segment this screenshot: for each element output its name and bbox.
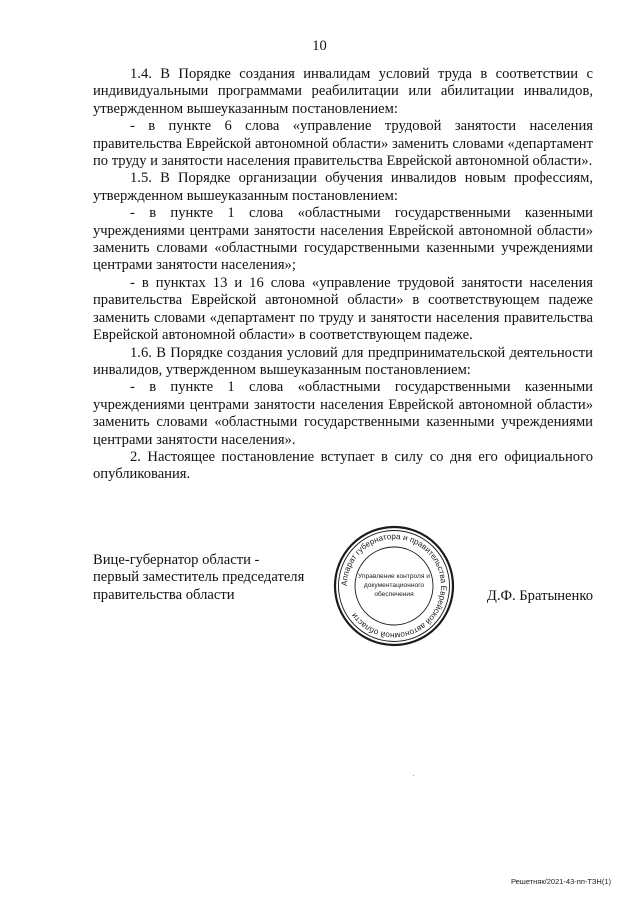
- signatory-name: Д.Ф. Братыненко: [486, 588, 593, 604]
- seal-ring-text: Аппарат губернатора и правительства Еврейской автономной области: [339, 531, 449, 641]
- signatory-title-line: Вице-губернатор области -: [93, 552, 260, 568]
- page-number: 10: [312, 38, 327, 54]
- signatory-title: [93, 552, 304, 604]
- paragraph-2: 2. Настоящее постановление вступает в силу со дня его официального опубликования.: [93, 448, 593, 483]
- paragraph-1-5-item-2: - в пунктах 13 и 16 слова «управление трудовой занятости населения правительства Еврейской автономной области» в соответствующем падеже заменить словами «департамент по труду и занятости населения правительства Еврейской автономной области» в соответствующем падеже.: [93, 274, 593, 344]
- scan-artifact: [413, 775, 414, 776]
- seal-center-line: обеспечения: [374, 591, 414, 598]
- paragraph-1-6-item: - в пункте 1 слова «областными государственными казенными учреждениями центрами занятости населения Еврейской автономной области» заменить словами «областными государственными казенными учреждениями центрами занятости населения».: [93, 379, 593, 448]
- signatory-title-line: правительства области: [93, 586, 235, 603]
- paragraph-1-5: 1.5. В Порядке организации обучения инвалидов новым профессиям, утвержденном вышеуказанным постановлением:: [93, 170, 593, 204]
- paragraph-1-6: 1.6. В Порядке создания условий для предпринимательской деятельности инвалидов, утвержденном вышеуказанным постановлением:: [93, 344, 593, 378]
- official-seal-stamp: [332, 524, 456, 648]
- document-body: [93, 66, 593, 484]
- seal-center-line: Управление контроля и: [358, 573, 430, 580]
- signatory-title-line: первый заместитель председателя: [93, 569, 305, 586]
- paragraph-1-4: 1.4. В Порядке создания инвалидам условий труда в соответствии с индивидуальными программами реабилитации или абилитации инвалидов, утвержденном вышеуказанным постановлением:: [93, 66, 593, 117]
- seal-graphic: [332, 524, 456, 648]
- paragraph-1-5-item-1: - в пункте 1 слова «областными государственными казенными учреждениями центрами занятости населения Еврейской автономной области» заменить словами «областными государственными казенными учреждениями центрами занятости населения»;: [93, 205, 593, 274]
- paragraph-1-4-item: - в пункте 6 слова «управление трудовой занятости населения правительства Еврейской автономной области» заменить словами «департамент по труду и занятости населения правительства Еврейской автономной области».: [93, 118, 593, 170]
- document-reference-code: Решетняк/2021-43-пп-ТЗН(1): [510, 877, 611, 886]
- seal-center-line: документационного: [363, 582, 425, 589]
